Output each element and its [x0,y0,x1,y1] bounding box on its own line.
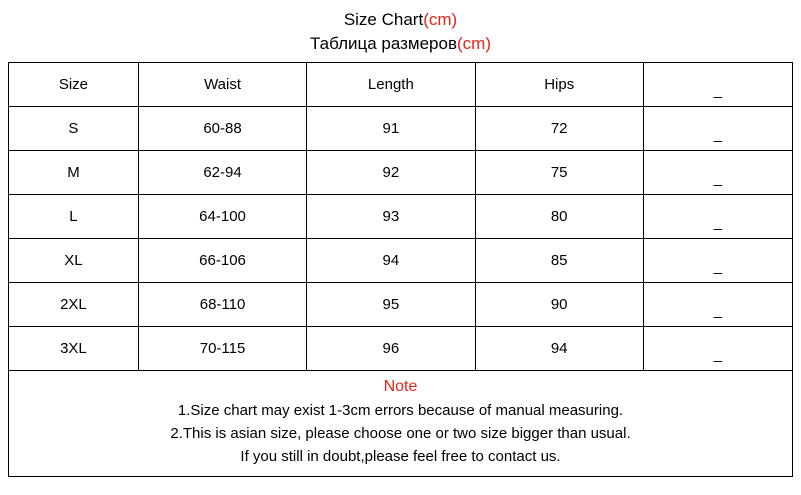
cell-size: 2XL [9,283,139,327]
column-header-length: Length [307,63,475,107]
chart-title-block [0,0,801,56]
cell-extra: _ [643,107,792,151]
cell-hips: 94 [475,327,643,371]
title-english-text: Size Chart [343,10,424,29]
cell-length: 93 [307,195,475,239]
cell-extra: _ [643,327,792,371]
title-english-unit: (cm) [423,10,458,29]
cell-extra: _ [643,239,792,283]
table-row [9,327,793,371]
table-row [9,239,793,283]
size-chart-table [8,62,793,371]
title-russian-text: Таблица размеров [310,34,457,53]
cell-hips: 72 [475,107,643,151]
title-english [0,8,801,32]
table-header-row [9,63,793,107]
cell-extra: _ [643,195,792,239]
cell-waist: 70-115 [138,327,306,371]
column-header-waist: Waist [138,63,306,107]
cell-size: XL [9,239,139,283]
cell-hips: 80 [475,195,643,239]
table-row [9,283,793,327]
column-header-hips: Hips [475,63,643,107]
cell-waist: 68-110 [138,283,306,327]
title-russian [0,32,801,56]
cell-length: 94 [307,239,475,283]
note-line-2: 2.This is asian size, please choose one or two size bigger than usual. [170,425,631,442]
cell-size: M [9,151,139,195]
cell-waist: 64-100 [138,195,306,239]
cell-hips: 75 [475,151,643,195]
cell-size: 3XL [9,327,139,371]
cell-length: 92 [307,151,475,195]
cell-hips: 85 [475,239,643,283]
note-section [8,371,793,477]
cell-hips: 90 [475,283,643,327]
note-line-3: If you still in doubt,please feel free to contact us. [240,448,561,465]
table-row [9,151,793,195]
cell-waist: 66-106 [138,239,306,283]
note-heading: Note [383,378,418,395]
cell-waist: 60-88 [138,107,306,151]
cell-extra: _ [643,151,792,195]
cell-length: 95 [307,283,475,327]
table-row [9,195,793,239]
cell-extra: _ [643,283,792,327]
cell-length: 96 [307,327,475,371]
table-row [9,107,793,151]
column-header-size: Size [9,63,139,107]
note-line-1: 1.Size chart may exist 1-3cm errors because of manual measuring. [177,402,624,419]
cell-waist: 62-94 [138,151,306,195]
cell-size: S [9,107,139,151]
cell-size: L [9,195,139,239]
title-russian-unit: (cm) [457,34,491,53]
cell-length: 91 [307,107,475,151]
column-header-extra: _ [643,63,792,107]
